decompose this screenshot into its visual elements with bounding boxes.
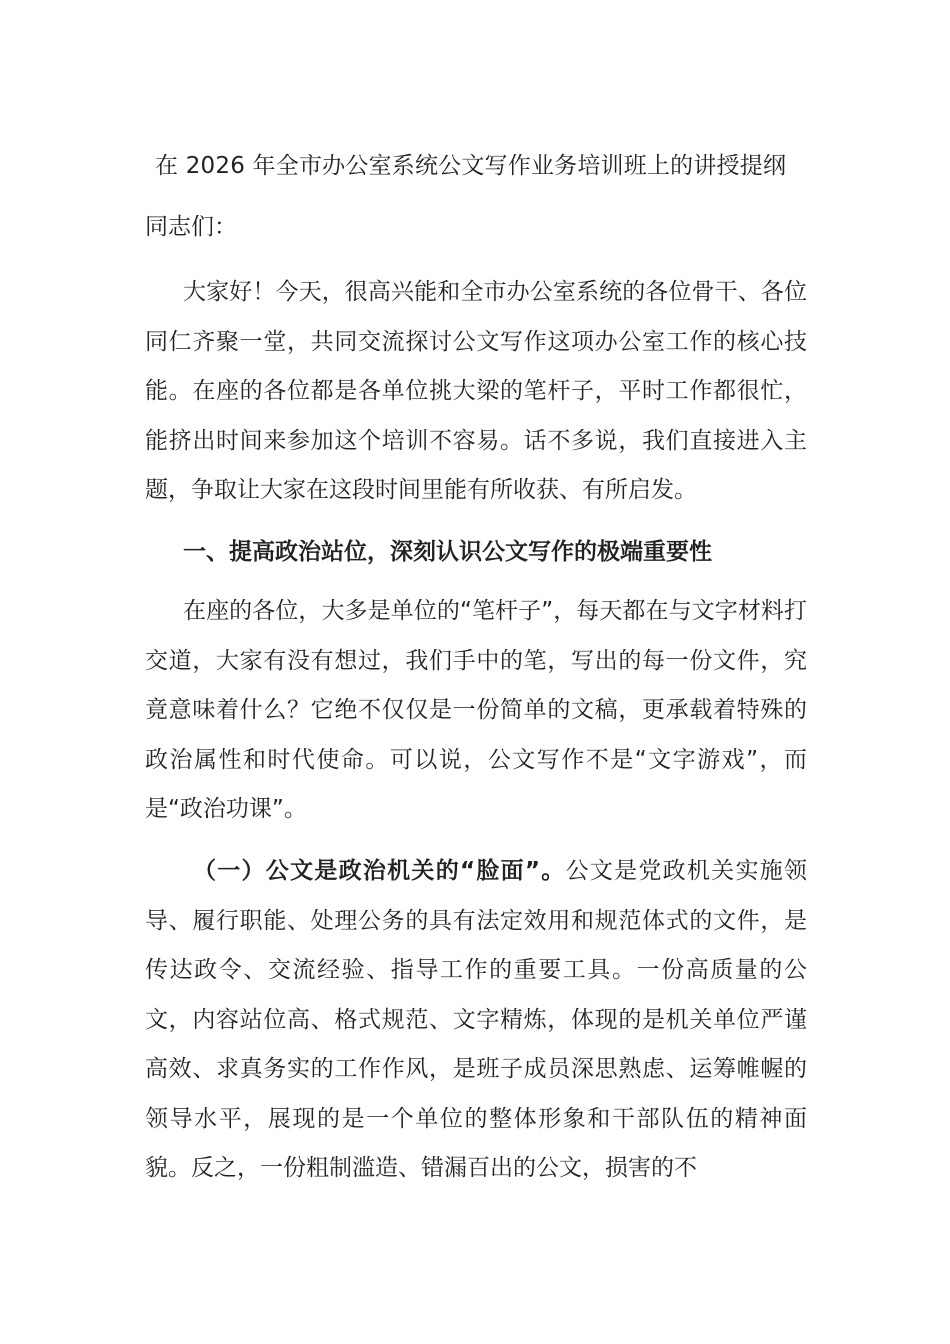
subsection-body-1: 公文是党政机关实施领导、履行职能、处理公务的具有法定效用和规范体式的文件，是传达政令、交流经验、指导工作的重要工具。一份高质量的公文，内容站位高、格式规范、文字精炼，体现的是机关单位严谨高效、求真务实的工作作风，是班子成员深思熟虑、运筹帷幄的领导水平，展现的是一个单位的整体形象和干部队伍的精神面貌。反之，一份粗制滥造、错漏百出的公文，损害的不 xyxy=(145,858,807,1181)
salutation: 同志们： xyxy=(145,214,237,240)
paragraph-subsection-1 xyxy=(145,847,807,1194)
paragraph-section-1: 在座的各位，大多是单位的“笔杆子”，每天都在与文字材料打交道，大家有没有想过，我们手中的笔，写出的每一份文件，究竟意味着什么？它绝不仅仅是一份简单的文稿，更承载着特殊的政治属性和时代使命。可以说，公文写作不是“文字游戏”，而是“政治功课”。 xyxy=(145,598,807,822)
paragraph-intro: 大家好！今天，很高兴能和全市办公室系统的各位骨干、各位同仁齐聚一堂，共同交流探讨公文写作这项办公室工作的核心技能。在座的各位都是各单位挑大梁的笔杆子，平时工作都很忙，能挤出时间来参加这个培训不容易。话不多说，我们直接进入主题，争取让大家在这段时间里能有所收获、有所启发。 xyxy=(145,279,807,503)
subsection-heading-1: （一）公文是政治机关的“脸面”。 xyxy=(193,858,566,884)
document-title: 在 2026 年全市办公室系统公文写作业务培训班上的讲授提纲 xyxy=(155,153,787,179)
section-heading-1: 一、提高政治站位，深刻认识公文写作的极端重要性 xyxy=(183,539,712,565)
